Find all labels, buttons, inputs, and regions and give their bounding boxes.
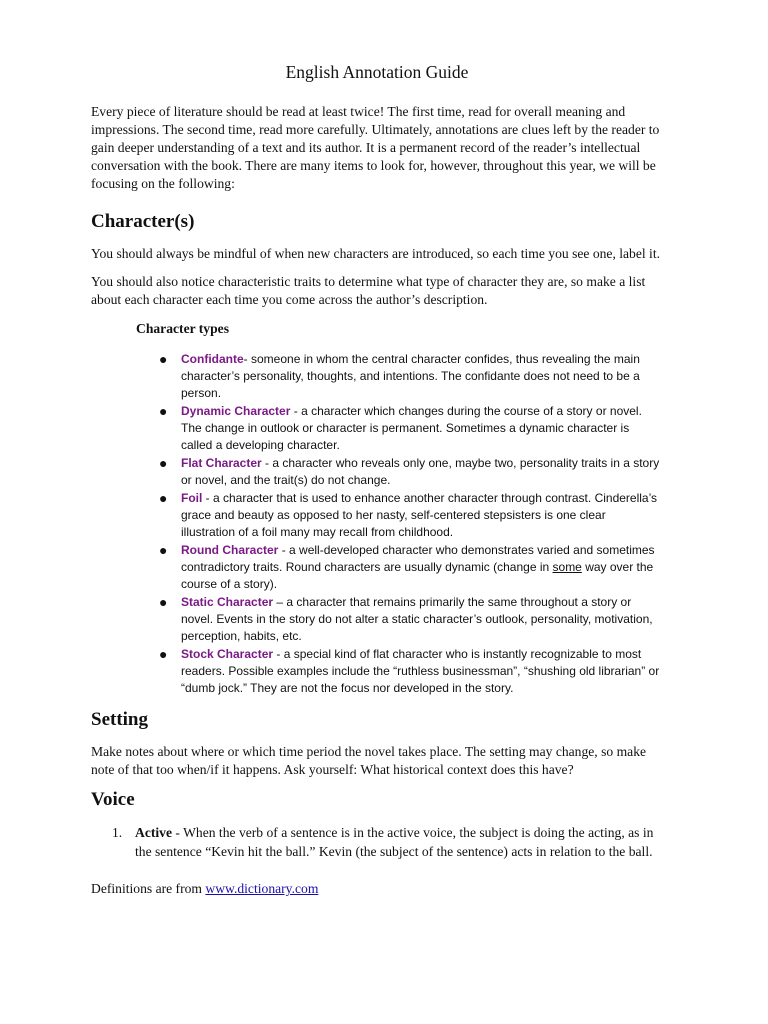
character-paragraph-1: You should always be mindful of when new characters are introduced, so each time you see one, label it. xyxy=(91,246,661,261)
term-label: Stock Character xyxy=(181,647,274,661)
term-definition: a character that is used to enhance another character through contrast. Cinderella’s grace and beauty as opposed to her nasty, self-centered stepsisters is one clear illustration of a foil many may recall from childhood. xyxy=(181,491,658,539)
term-label: Round Character xyxy=(181,543,279,557)
term-definition: a character which changes during the course of a story or novel. The change in outlook or character is permanent. Sometimes a dynamic character is called a developing character. xyxy=(181,404,642,452)
list-item xyxy=(159,403,663,454)
term-separator: - xyxy=(261,456,273,470)
bullet-icon: ● xyxy=(159,594,168,610)
list-item xyxy=(159,542,663,593)
term-label: Confidante xyxy=(181,352,244,366)
bullet-icon: ● xyxy=(159,646,168,662)
term-definition: a character who reveals only one, maybe two, personality traits in a story or novel, and the trait(s) do not change. xyxy=(181,456,660,487)
term-definition: a well-developed character who demonstrates varied and sometimes contradictory traits. Round characters are usually dynamic (change in xyxy=(181,543,655,574)
intro-paragraph: Every piece of literature should be read at least twice! The first time, read for overall meaning and impressions. The second time, read more carefully. Ultimately, annotations are clues left by the reader to gain deeper understanding of a text and its author. It is a permanent record of the reader’s intellectual conversation with the book. There are many items to look for, however, throughout this year, we will be focusing on the following: xyxy=(91,104,660,191)
term-separator: - xyxy=(290,404,302,418)
term-definition-end: way over the course of a story). xyxy=(181,560,654,591)
bullet-icon: ● xyxy=(159,455,168,471)
voice-heading: Voice xyxy=(91,789,135,810)
footer-text: Definitions are from xyxy=(91,881,206,896)
character-types-list xyxy=(91,351,663,697)
list-item xyxy=(91,823,663,861)
list-number: 1. xyxy=(112,825,123,840)
character-paragraph-2: You should also notice characteristic traits to determine what type of character they are, so make a list about each character each time you come across the author’s description. xyxy=(91,274,646,307)
bullet-icon: ● xyxy=(159,403,168,419)
term-separator: - xyxy=(273,647,284,661)
voice-list xyxy=(91,823,663,861)
term-separator: - xyxy=(278,543,290,557)
term-label: Flat Character xyxy=(181,456,262,470)
list-item xyxy=(159,490,663,541)
term-definition: a special kind of flat character who is instantly recognizable to most readers. Possible examples include the “ruthless businessman”, “shushing old librarian” or “dumb jock.” They are not the focus nor developed in the story. xyxy=(181,647,660,695)
term-separator: - xyxy=(202,491,213,505)
bullet-icon: ● xyxy=(159,490,168,506)
list-item xyxy=(159,646,663,697)
term-definition: a character that remains primarily the same throughout a story or novel. Events in the story do not alter a static character’s outlook, personality, motivation, perception, habits, etc. xyxy=(181,595,653,643)
footer-note xyxy=(91,881,663,897)
term-label: Foil xyxy=(181,491,203,505)
term-separator: - xyxy=(243,352,248,366)
term-definition: - When the verb of a sentence is in the active voice, the subject is doing the acting, as in the sentence “Kevin hit the ball.” Kevin (the subject of the sentence) acts in relation to the ball. xyxy=(135,825,654,859)
character-types-heading: Character types xyxy=(136,321,229,336)
setting-paragraph: Make notes about where or which time period the novel takes place. The setting may change, so make note of that too when/if it happens. Ask yourself: What historical context does this have? xyxy=(91,744,647,777)
list-item xyxy=(159,455,663,489)
document-title: English Annotation Guide xyxy=(285,62,469,82)
character-heading: Character(s) xyxy=(91,211,195,232)
bullet-icon: ● xyxy=(159,542,168,558)
underlined-word: some xyxy=(552,560,582,574)
term-label: Active xyxy=(135,825,172,840)
term-definition: someone in whom the central character confides, thus revealing the main character’s personality, thoughts, and intentions. The confidante does not need to be a person. xyxy=(181,352,640,400)
term-label: Static Character xyxy=(181,595,274,609)
term-label: Dynamic Character xyxy=(181,404,291,418)
list-item xyxy=(159,594,663,645)
setting-heading: Setting xyxy=(91,709,148,730)
list-item xyxy=(159,351,663,402)
bullet-icon: ● xyxy=(159,351,168,367)
term-separator: – xyxy=(273,595,287,609)
dictionary-link[interactable]: www.dictionary.com xyxy=(205,881,319,896)
